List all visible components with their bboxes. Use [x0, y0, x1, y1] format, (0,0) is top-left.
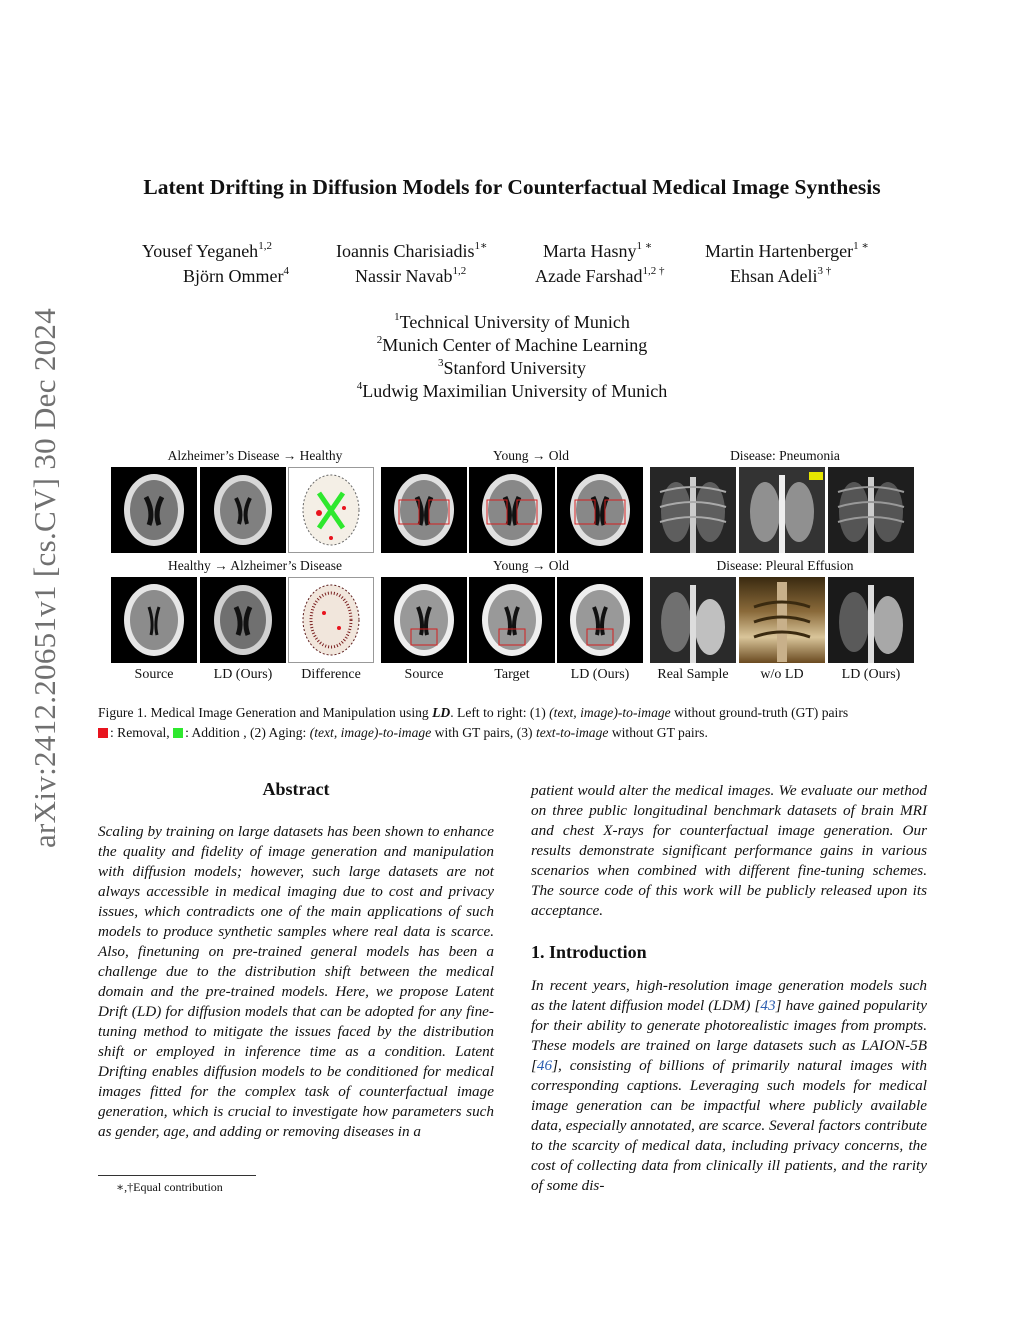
figure-column-label: LD (Ours) — [841, 667, 901, 682]
figure-column-label: Real Sample — [657, 667, 729, 682]
chest-xray-image — [650, 467, 736, 553]
figure-group-label: Disease: Pneumonia — [730, 448, 840, 463]
difference-map-image — [288, 467, 374, 553]
figure-caption: Figure 1. Medical Image Generation and Manipulation using LD. Left to right: (1) (text, image)-to-image without ground-truth (GT) pairs : Removal, : Addition , (2) Aging: (text, image)-to-image with GT pairs, (3) text-to-image without GT pairs. — [98, 705, 849, 740]
figure-column-label: Source — [134, 667, 174, 682]
figure-column-label: Difference — [301, 667, 361, 682]
affiliation: $^2$Munich Center of Machine Learning — [376, 334, 648, 355]
figure-column-label: Target — [494, 667, 530, 682]
chest-xray-image — [828, 577, 914, 663]
figure-group-label: Young → Old — [493, 558, 569, 573]
brain-mri-image — [557, 467, 643, 553]
author: Yousef Yeganeh$^{1,2}$ — [142, 240, 272, 261]
brain-mri-image — [557, 577, 643, 663]
author: Ioannis Charisiadis$^{1∗}$ — [336, 240, 488, 261]
difference-map-image — [288, 577, 374, 663]
chest-xray-image — [828, 467, 914, 553]
addition-legend-swatch — [173, 728, 183, 738]
affiliation: $^4$Ludwig Maximilian University of Munich — [356, 380, 668, 401]
figure-group-label: Disease: Pleural Effusion — [716, 558, 854, 573]
figure-group-label: Healthy → Alzheimer’s Disease — [167, 558, 343, 573]
abstract-heading: Abstract — [262, 779, 330, 799]
chest-xray-image — [739, 577, 825, 663]
brain-mri-image — [469, 577, 555, 663]
citation-link[interactable]: 46 — [536, 1057, 553, 1074]
affiliation: $^1$Technical University of Munich — [394, 311, 630, 332]
figure-group-label: Alzheimer’s Disease → Healthy — [167, 448, 343, 463]
brain-mri-image — [469, 467, 555, 553]
author: Björn Ommer$^4$ — [183, 265, 289, 286]
chest-xray-image — [739, 467, 825, 553]
brain-mri-image — [200, 577, 286, 663]
author: Ehsan Adeli$^{3 \dagger}$ — [730, 265, 832, 286]
abstract-text: Scaling by training on large datasets has been shown to enhance the quality and fidelity of image generation and manipulation with diffusion models; however, such large datasets are not always accessible in medical imaging due to cost and privacy issues, which contradicts one of the main applications of such models to produce synthetic samples where real data is scarce. Also, finetuning on pre-trained general models has been a challenge due to the distribution shift between the medical domain and the pre-trained models. Here, we propose Latent Drift (LD) for diffusion models that can be adopted for any fine-tuning method to mitigate the issues faced by the distribution shift or employed in inference time as a condition. Latent Drifting enables diffusion models to be conditioned for medical images fitted for the complex task of counterfactual image generation, which is crucial to investigate how parameters such as gender, age, and adding or removing diseases in a — [98, 823, 494, 1140]
author: Marta Hasny$^{1 ∗}$ — [543, 240, 653, 261]
brain-mri-image — [381, 577, 467, 663]
figure-column-label: Source — [404, 667, 444, 682]
section-heading: 1. Introduction — [531, 942, 647, 962]
chest-xray-image — [650, 577, 736, 663]
figure-column-label: LD (Ours) — [213, 667, 273, 682]
figure-column-label: w/o LD — [760, 667, 804, 682]
citation-link[interactable]: 43 — [760, 997, 776, 1014]
brain-mri-image — [200, 467, 286, 553]
author: Martin Hartenberger$^{1 ∗}$ — [705, 240, 869, 261]
removal-legend-swatch — [98, 728, 108, 738]
paper-title: Latent Drifting in Diffusion Models for Counterfactual Medical Image Synthesis — [143, 175, 881, 199]
abstract-continuation: patient would alter the medical images. We evaluate our method on three public longitudinal benchmark datasets of brain MRI and chest X-rays for counterfactual image generation. Our results demonstrate significant performance gains in various scenarios when combined with different fine-tuning schemes. The source code of this work will be publicly released upon its acceptance. — [531, 782, 927, 919]
footnote-rule — [98, 1175, 256, 1176]
introduction-text: In recent years, high-resolution image generation models such as the latent diffusion model (LDM) [43] have gained popularity for their ability to generate photorealistic images from prompts. These models are trained on large datasets such as LAION-5B [46], consisting of billions of primarily natural images with corresponding captions. Leveraging such models for medical image generation can be impactful where publicly available data, especially annotated, are scarce. Several factors contribute to the scarcity of medical data, including privacy concerns, the cost of collecting data from clinically ill patients, and the rarity of some dis- — [531, 977, 927, 1194]
brain-mri-image — [111, 467, 197, 553]
brain-mri-image — [381, 467, 467, 553]
author: Azade Farshad$^{1,2 \dagger}$ — [535, 265, 665, 286]
author: Nassir Navab$^{1,2}$ — [355, 265, 467, 286]
arxiv-identifier: arXiv:2412.20651v1 [cs.CV] 30 Dec 2024 — [27, 307, 62, 848]
footnote: ∗,†Equal contribution — [116, 1180, 223, 1194]
brain-mri-image — [111, 577, 197, 663]
affiliation: $^3$Stanford University — [438, 357, 586, 378]
figure-group-label: Young → Old — [493, 448, 569, 463]
figure-column-label: LD (Ours) — [570, 667, 630, 682]
